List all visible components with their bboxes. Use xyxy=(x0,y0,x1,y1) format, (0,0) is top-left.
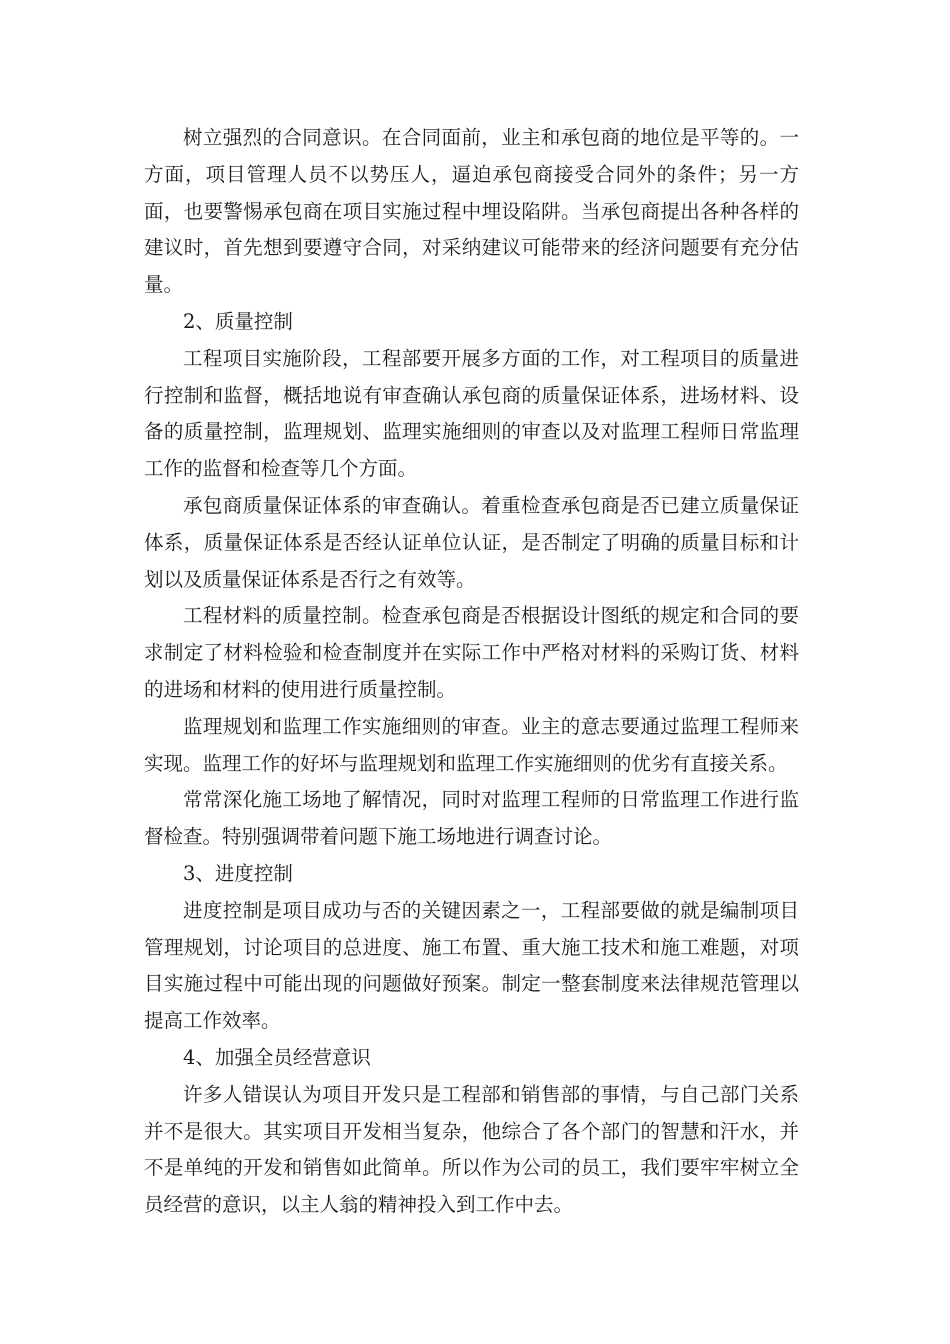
section-heading-operation-awareness: 4、加强全员经营意识 xyxy=(183,1045,371,1069)
paragraph-schedule-control: 进度控制是项目成功与否的关键因素之一，工程部要做的就是编制项目管理规划，讨论项目的总进度、施工布置、重大施工技术和施工难题，对项目实施过程中可能出现的问题做好预案。制定一整套制度来法律规范管理以提高工作效率。 xyxy=(144,898,799,1033)
paragraph-quality-system-review: 承包商质量保证体系的审查确认。着重检查承包商是否已建立质量保证体系，质量保证体系是否经认证单位认证，是否制定了明确的质量目标和计划以及质量保证体系是否行之有效等。 xyxy=(144,493,799,591)
section-heading-quality-control: 2、质量控制 xyxy=(183,309,293,333)
paragraph-material-quality: 工程材料的质量控制。检查承包商是否根据设计图纸的规定和合同的要求制定了材料检验和检查制度并在实际工作中严格对材料的采购订货、材料的进场和材料的使用进行质量控制。 xyxy=(144,604,799,701)
paragraph-site-inspection: 常常深化施工场地了解情况，同时对监理工程师的日常监理工作进行监督检查。特别强调带着问题下施工场地进行调查讨论。 xyxy=(144,788,799,849)
paragraph-contract-awareness: 树立强烈的合同意识。在合同面前，业主和承包商的地位是平等的。一方面，项目管理人员不以势压人，逼迫承包商接受合同外的条件；另一方面，也要警惕承包商在项目实施过程中埋设陷阱。当承包商提出各种各样的建议时，首先想到要遵守合同，对采纳建议可能带来的经济问题要有充分估量。 xyxy=(144,126,799,297)
paragraph-quality-overview: 工程项目实施阶段，工程部要开展多方面的工作，对工程项目的质量进行控制和监督，概括地说有审查确认承包商的质量保证体系，进场材料、设备的质量控制，监理规划、监理实施细则的审查以及对监理工程师日常监理工作的监督和检查等几个方面。 xyxy=(144,346,799,481)
document-page xyxy=(144,120,799,1224)
paragraph-operation-awareness: 许多人错误认为项目开发只是工程部和销售部的事情，与自己部门关系并不是很大。其实项目开发相当复杂，他综合了各个部门的智慧和汗水，并不是单纯的开发和销售如此简单。所以作为公司的员工，我们要牢牢树立全员经营的意识，以主人翁的精神投入到工作中去。 xyxy=(144,1082,799,1217)
section-heading-schedule-control: 3、进度控制 xyxy=(183,861,293,885)
paragraph-supervision-plan-review: 监理规划和监理工作实施细则的审查。业主的意志要通过监理工程师来实现。监理工作的好坏与监理规划和监理工作实施细则的优劣有直接关系。 xyxy=(144,714,799,775)
